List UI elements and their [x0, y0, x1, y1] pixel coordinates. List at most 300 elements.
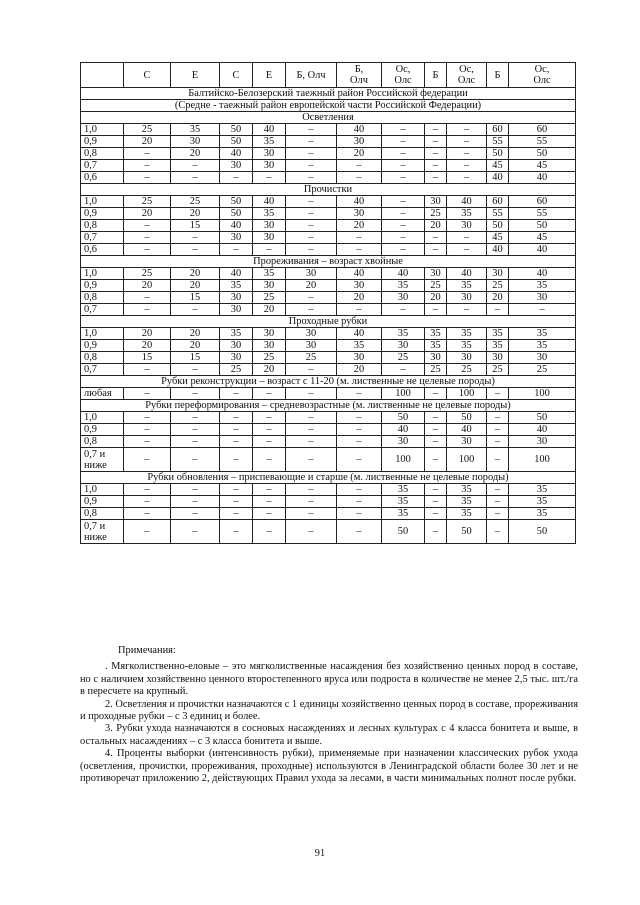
value-cell: 35 [253, 208, 286, 220]
value-cell: – [337, 160, 382, 172]
value-cell: – [425, 412, 447, 424]
value-cell: – [286, 208, 337, 220]
value-cell: – [220, 436, 253, 448]
table-row [81, 208, 576, 220]
value-cell: 15 [171, 352, 220, 364]
section-header-row [81, 256, 576, 268]
value-cell: – [220, 520, 253, 544]
value-cell: – [382, 232, 425, 244]
value-cell: 100 [509, 448, 576, 472]
table-row [81, 448, 576, 472]
value-cell: 50 [447, 520, 487, 544]
value-cell: 50 [382, 412, 425, 424]
value-cell: 30 [253, 148, 286, 160]
value-cell: – [286, 148, 337, 160]
value-cell: 20 [286, 280, 337, 292]
value-cell: 20 [337, 292, 382, 304]
value-cell: – [382, 208, 425, 220]
value-cell: – [124, 496, 171, 508]
value-cell: 20 [171, 148, 220, 160]
value-cell: – [286, 412, 337, 424]
column-header [81, 63, 124, 88]
value-cell: 60 [509, 196, 576, 208]
value-cell: – [220, 172, 253, 184]
column-header: С [124, 63, 171, 88]
value-cell: 55 [509, 136, 576, 148]
value-cell: 30 [171, 136, 220, 148]
value-cell: 20 [171, 208, 220, 220]
value-cell: – [124, 232, 171, 244]
value-cell: 40 [220, 268, 253, 280]
value-cell: – [171, 520, 220, 544]
value-cell: – [253, 508, 286, 520]
value-cell: – [124, 436, 171, 448]
section-header-row [81, 100, 576, 112]
value-cell: – [447, 160, 487, 172]
value-cell: 20 [171, 340, 220, 352]
section-header-row [81, 112, 576, 124]
table-row [81, 292, 576, 304]
value-cell: – [509, 304, 576, 316]
section-header-row [81, 184, 576, 196]
table-row [81, 268, 576, 280]
value-cell: – [171, 436, 220, 448]
value-cell: 25 [425, 364, 447, 376]
value-cell: 20 [253, 364, 286, 376]
table-row [81, 232, 576, 244]
value-cell: – [171, 484, 220, 496]
value-cell: – [382, 124, 425, 136]
value-cell: – [337, 172, 382, 184]
value-cell: 35 [337, 340, 382, 352]
table-row [81, 424, 576, 436]
table-row [81, 388, 576, 400]
value-cell: 25 [124, 124, 171, 136]
value-cell: 25 [286, 352, 337, 364]
table-row [81, 364, 576, 376]
table-row [81, 136, 576, 148]
density-cell: 0,7 [81, 232, 124, 244]
value-cell: 60 [487, 124, 509, 136]
value-cell: 100 [382, 448, 425, 472]
value-cell: 20 [124, 340, 171, 352]
density-cell: 0,8 [81, 436, 124, 448]
value-cell: – [220, 508, 253, 520]
value-cell: – [171, 232, 220, 244]
value-cell: 35 [171, 124, 220, 136]
value-cell: 35 [382, 280, 425, 292]
value-cell: – [286, 448, 337, 472]
value-cell: – [124, 508, 171, 520]
value-cell: 50 [487, 148, 509, 160]
value-cell: 35 [447, 484, 487, 496]
value-cell: – [124, 484, 171, 496]
section-header-row [81, 316, 576, 328]
value-cell: 40 [447, 196, 487, 208]
value-cell: – [382, 244, 425, 256]
column-header: Б [425, 63, 447, 88]
density-cell: 0,9 [81, 280, 124, 292]
value-cell: – [425, 160, 447, 172]
value-cell: – [382, 172, 425, 184]
density-cell: 0,9 [81, 424, 124, 436]
value-cell: 20 [124, 280, 171, 292]
value-cell: 50 [487, 220, 509, 232]
value-cell: – [447, 244, 487, 256]
table-row [81, 484, 576, 496]
value-cell: 50 [220, 196, 253, 208]
value-cell: – [487, 304, 509, 316]
section-title: (Средне - таежный район европейской части Российской Федерации) [81, 100, 576, 112]
value-cell: 35 [382, 496, 425, 508]
value-cell: 30 [253, 280, 286, 292]
value-cell: – [447, 148, 487, 160]
density-cell: 0,9 [81, 340, 124, 352]
value-cell: 35 [447, 508, 487, 520]
density-cell: 1,0 [81, 484, 124, 496]
column-header: Е [253, 63, 286, 88]
table-row [81, 328, 576, 340]
value-cell: 30 [382, 292, 425, 304]
value-cell: – [382, 136, 425, 148]
table-row [81, 304, 576, 316]
table-row [81, 352, 576, 364]
value-cell: 40 [509, 172, 576, 184]
value-cell: – [253, 484, 286, 496]
table-row [81, 280, 576, 292]
value-cell: – [286, 124, 337, 136]
value-cell: – [286, 424, 337, 436]
column-header: Б, Олч [337, 63, 382, 88]
value-cell: 25 [487, 280, 509, 292]
section-title: Рубки переформирования – средневозрастные (м. лиственные не целевые породы) [81, 400, 576, 412]
value-cell: 30 [382, 340, 425, 352]
value-cell: – [382, 160, 425, 172]
value-cell: 35 [487, 328, 509, 340]
value-cell: 30 [487, 352, 509, 364]
value-cell: 20 [171, 328, 220, 340]
density-cell: 0,8 [81, 508, 124, 520]
value-cell: 30 [447, 292, 487, 304]
note-item: 2. Осветления и прочистки назначаются с 1 единицы хозяйственно ценных пород в составе, прореживания и проходные рубки – с 3 единиц и более. [80, 698, 578, 723]
value-cell: – [124, 364, 171, 376]
value-cell: 35 [509, 508, 576, 520]
value-cell: 30 [447, 436, 487, 448]
column-header: Б, Олч [286, 63, 337, 88]
value-cell: 40 [337, 328, 382, 340]
value-cell: – [124, 520, 171, 544]
table-row [81, 436, 576, 448]
value-cell: 30 [220, 352, 253, 364]
value-cell: 30 [220, 304, 253, 316]
value-cell: 35 [447, 340, 487, 352]
value-cell: – [487, 484, 509, 496]
value-cell: – [124, 292, 171, 304]
value-cell: 30 [286, 328, 337, 340]
value-cell: – [425, 496, 447, 508]
value-cell: 30 [509, 352, 576, 364]
section-title: Рубки реконструкции – возраст с 11-20 (м. лиственные не целевые породы) [81, 376, 576, 388]
value-cell: – [286, 292, 337, 304]
density-cell: 0,7 и ниже [81, 448, 124, 472]
value-cell: 25 [171, 196, 220, 208]
value-cell: – [382, 364, 425, 376]
value-cell: – [382, 304, 425, 316]
value-cell: 40 [447, 268, 487, 280]
value-cell: – [337, 388, 382, 400]
value-cell: – [171, 412, 220, 424]
table-row [81, 220, 576, 232]
value-cell: 30 [425, 352, 447, 364]
value-cell: 100 [382, 388, 425, 400]
value-cell: – [425, 244, 447, 256]
value-cell: – [487, 412, 509, 424]
value-cell: 20 [337, 220, 382, 232]
value-cell: 45 [509, 160, 576, 172]
value-cell: 30 [337, 280, 382, 292]
value-cell: 20 [425, 220, 447, 232]
value-cell: 40 [220, 220, 253, 232]
value-cell: – [337, 508, 382, 520]
value-cell: 15 [171, 292, 220, 304]
value-cell: – [286, 436, 337, 448]
value-cell: 25 [253, 352, 286, 364]
section-title: Прочистки [81, 184, 576, 196]
value-cell: – [425, 136, 447, 148]
section-title: Проходные рубки [81, 316, 576, 328]
value-cell: – [171, 448, 220, 472]
value-cell: 45 [487, 160, 509, 172]
value-cell: 30 [425, 268, 447, 280]
value-cell: 20 [337, 364, 382, 376]
value-cell: 30 [253, 340, 286, 352]
value-cell: – [487, 496, 509, 508]
density-cell: 0,7 [81, 160, 124, 172]
value-cell: – [425, 484, 447, 496]
note-item: 3. Рубки ухода назначаются в сосновых насаждениях и лесных культурах с 4 класса бонитета и выше, в остальных насаждениях – с 3 класса бонитета и выше. [80, 723, 578, 747]
value-cell: 40 [253, 124, 286, 136]
value-cell: 35 [425, 328, 447, 340]
table-row [81, 496, 576, 508]
density-cell: любая [81, 388, 124, 400]
value-cell: – [286, 196, 337, 208]
value-cell: – [124, 412, 171, 424]
value-cell: 40 [220, 148, 253, 160]
value-cell: – [337, 232, 382, 244]
value-cell: – [337, 424, 382, 436]
value-cell: 20 [171, 280, 220, 292]
value-cell: – [253, 244, 286, 256]
table-row [81, 520, 576, 544]
value-cell: – [487, 436, 509, 448]
value-cell: – [487, 388, 509, 400]
value-cell: 40 [509, 268, 576, 280]
value-cell: – [124, 388, 171, 400]
value-cell: – [425, 508, 447, 520]
value-cell: – [382, 220, 425, 232]
value-cell: – [337, 244, 382, 256]
value-cell: 30 [220, 232, 253, 244]
value-cell: 25 [382, 352, 425, 364]
value-cell: 40 [382, 268, 425, 280]
table-row [81, 244, 576, 256]
value-cell: – [220, 448, 253, 472]
value-cell: 35 [509, 280, 576, 292]
value-cell: 40 [337, 268, 382, 280]
page-number: 91 [314, 848, 326, 859]
felling-intensity-table [80, 62, 576, 544]
value-cell: 35 [447, 328, 487, 340]
table-row [81, 340, 576, 352]
value-cell: 40 [487, 172, 509, 184]
value-cell: 25 [124, 196, 171, 208]
value-cell: 25 [425, 208, 447, 220]
value-cell: 25 [253, 292, 286, 304]
value-cell: 50 [220, 136, 253, 148]
density-cell: 0,8 [81, 292, 124, 304]
value-cell: 40 [509, 244, 576, 256]
value-cell: – [253, 520, 286, 544]
value-cell: – [220, 244, 253, 256]
density-cell: 1,0 [81, 196, 124, 208]
value-cell: – [487, 448, 509, 472]
value-cell: 35 [509, 328, 576, 340]
value-cell: 35 [509, 496, 576, 508]
value-cell: 50 [509, 412, 576, 424]
value-cell: – [253, 496, 286, 508]
notes-heading: Примечания: [118, 645, 176, 656]
value-cell: – [286, 136, 337, 148]
section-title: Рубки обновления – приспевающие и старше (м. лиственные не целевые породы) [81, 472, 576, 484]
value-cell: – [253, 388, 286, 400]
value-cell: – [171, 244, 220, 256]
value-cell: – [286, 172, 337, 184]
value-cell: – [171, 508, 220, 520]
section-title: Балтийско-Белозерский таежный район Российской федерации [81, 88, 576, 100]
value-cell: – [425, 124, 447, 136]
table-row [81, 508, 576, 520]
value-cell: – [425, 520, 447, 544]
value-cell: 30 [337, 208, 382, 220]
value-cell: 50 [220, 124, 253, 136]
value-cell: 35 [220, 280, 253, 292]
section-header-row [81, 472, 576, 484]
value-cell: – [286, 496, 337, 508]
value-cell: – [337, 520, 382, 544]
table-row [81, 160, 576, 172]
value-cell: 30 [447, 352, 487, 364]
value-cell: – [124, 160, 171, 172]
value-cell: – [286, 244, 337, 256]
value-cell: – [286, 160, 337, 172]
density-cell: 0,7 и ниже [81, 520, 124, 544]
value-cell: – [124, 220, 171, 232]
value-cell: – [124, 304, 171, 316]
value-cell: – [124, 244, 171, 256]
value-cell: 50 [509, 148, 576, 160]
note-item: . Мягколиственно-еловые – это мягколиственные насаждения без хозяйственно ценных пород в составе, но с наличием хозяйственно ценного второстепенного яруса или подроста в количестве не менее 2,5 тыс. шт./га в пересчете на крупный. [80, 661, 578, 698]
value-cell: 30 [253, 160, 286, 172]
table-row [81, 172, 576, 184]
density-cell: 0,7 [81, 364, 124, 376]
value-cell: – [337, 436, 382, 448]
value-cell: 55 [487, 208, 509, 220]
value-cell: – [220, 424, 253, 436]
density-cell: 1,0 [81, 328, 124, 340]
value-cell: – [286, 388, 337, 400]
value-cell: 35 [382, 328, 425, 340]
value-cell: 40 [382, 424, 425, 436]
density-cell: 0,8 [81, 352, 124, 364]
value-cell: – [286, 220, 337, 232]
value-cell: – [425, 172, 447, 184]
value-cell: – [425, 436, 447, 448]
section-title: Прореживания – возраст хвойные [81, 256, 576, 268]
value-cell: 30 [220, 160, 253, 172]
value-cell: 20 [253, 304, 286, 316]
value-cell: 25 [487, 364, 509, 376]
value-cell: – [171, 172, 220, 184]
value-cell: 60 [487, 196, 509, 208]
value-cell: 20 [171, 268, 220, 280]
value-cell: 30 [286, 268, 337, 280]
value-cell: 20 [124, 136, 171, 148]
value-cell: 45 [487, 232, 509, 244]
value-cell: 60 [509, 124, 576, 136]
value-cell: 25 [509, 364, 576, 376]
value-cell: – [253, 436, 286, 448]
density-cell: 0,9 [81, 208, 124, 220]
density-cell: 0,9 [81, 496, 124, 508]
value-cell: – [124, 172, 171, 184]
density-cell: 0,6 [81, 172, 124, 184]
value-cell: – [425, 388, 447, 400]
value-cell: – [124, 448, 171, 472]
note-item: 4. Проценты выборки (интенсивность рубки), применяемые при назначении классических рубок ухода (осветления, прочистки, прореживания, проходные) используются в Ленинградской области более 30 лет и не противоречат приложению 2, действующих Правил ухода за лесами, в части минимальных полнот после рубки. [80, 748, 578, 785]
value-cell: – [337, 412, 382, 424]
value-cell: 35 [382, 508, 425, 520]
section-title: Осветления [81, 112, 576, 124]
value-cell: 15 [124, 352, 171, 364]
value-cell: 35 [447, 208, 487, 220]
section-header-row [81, 88, 576, 100]
value-cell: – [171, 364, 220, 376]
value-cell: 40 [337, 196, 382, 208]
value-cell: 40 [487, 244, 509, 256]
density-cell: 1,0 [81, 124, 124, 136]
value-cell: – [487, 508, 509, 520]
value-cell: – [286, 232, 337, 244]
density-cell: 1,0 [81, 412, 124, 424]
value-cell: – [124, 424, 171, 436]
value-cell: 30 [253, 328, 286, 340]
value-cell: 40 [509, 424, 576, 436]
value-cell: 25 [425, 280, 447, 292]
value-cell: – [220, 412, 253, 424]
column-header: Е [171, 63, 220, 88]
value-cell: – [253, 412, 286, 424]
value-cell: 35 [487, 340, 509, 352]
table-row [81, 196, 576, 208]
value-cell: – [447, 136, 487, 148]
section-header-row [81, 400, 576, 412]
value-cell: – [425, 148, 447, 160]
value-cell: – [286, 484, 337, 496]
value-cell: – [447, 172, 487, 184]
value-cell: 20 [124, 328, 171, 340]
value-cell: 30 [382, 436, 425, 448]
value-cell: – [286, 304, 337, 316]
